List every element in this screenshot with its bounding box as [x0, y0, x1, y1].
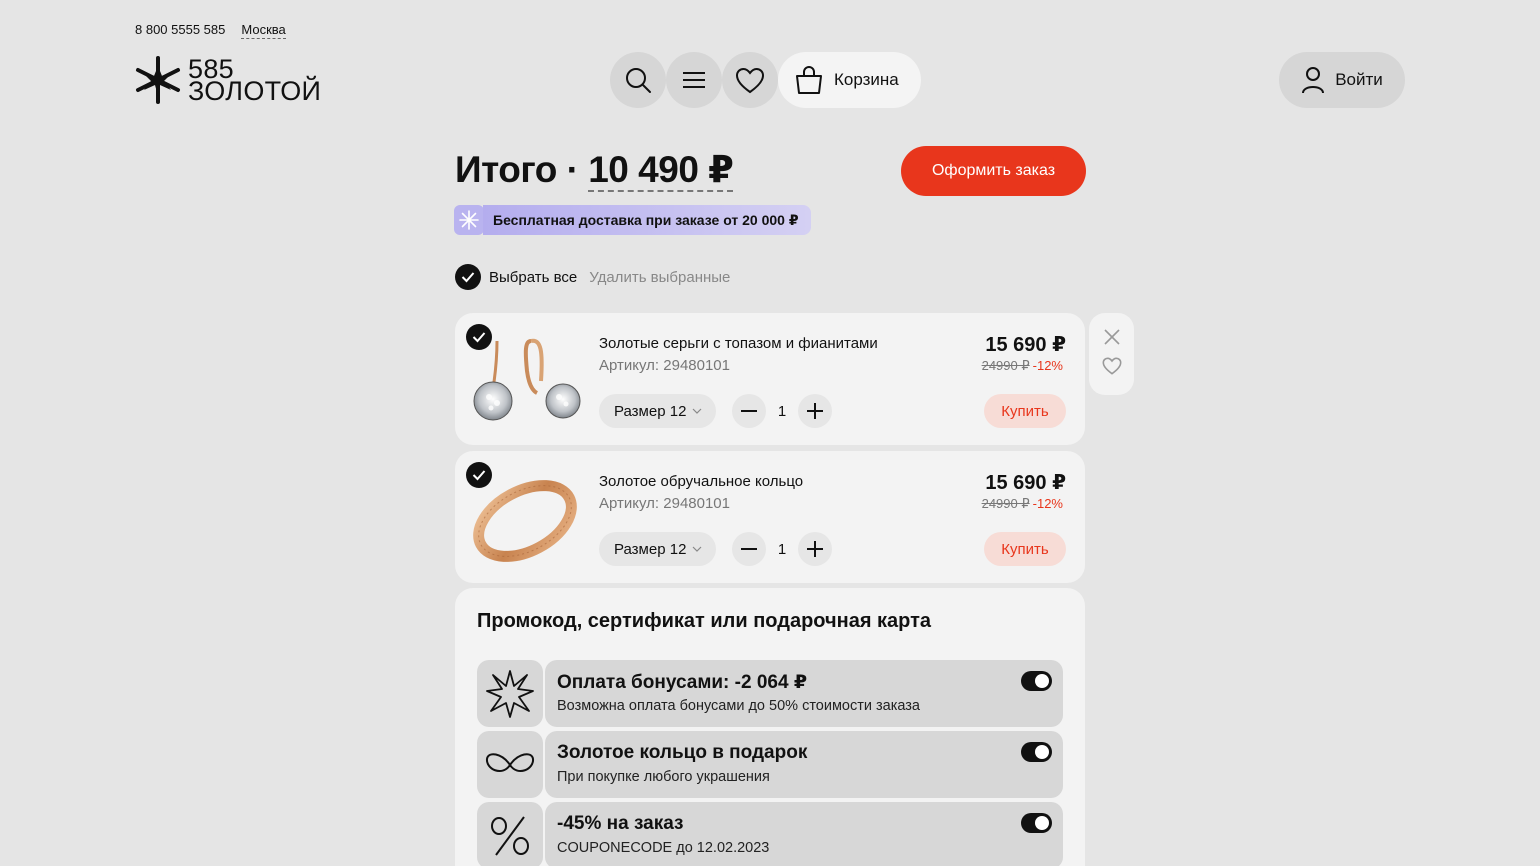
size-label: Размер 12 — [614, 540, 687, 558]
product-old-price — [982, 358, 1063, 374]
offer-toggle[interactable] — [1021, 742, 1052, 762]
free-delivery-text: Бесплатная доставка при заказе от 20 000 ₽ — [483, 205, 811, 235]
heart-icon[interactable] — [1102, 357, 1122, 375]
product-price: 15 690 ₽ — [985, 472, 1066, 494]
shopping-bag-icon — [794, 65, 824, 95]
offer-subtitle: Возможна оплата бонусами до 50% стоимости заказа — [557, 698, 920, 714]
checkout-button[interactable]: Оформить заказ — [901, 146, 1086, 196]
product-sku: Артикул: 29480101 — [599, 357, 730, 374]
chevron-down-icon — [692, 546, 702, 552]
order-total — [455, 148, 733, 191]
product-sku: Артикул: 29480101 — [599, 495, 730, 512]
decrease-quantity-button[interactable] — [732, 532, 766, 566]
search-button[interactable] — [610, 52, 666, 108]
logo-line-1: 585 — [188, 54, 234, 84]
toggle-knob — [1035, 674, 1049, 688]
sparkle-icon — [454, 205, 484, 235]
quantity-stepper — [732, 394, 832, 428]
promo-section — [455, 588, 1085, 866]
cart-item — [455, 313, 1085, 445]
quantity-value: 1 — [777, 402, 787, 420]
buy-button[interactable]: Купить — [984, 394, 1066, 428]
offer-gift-body[interactable] — [545, 731, 1063, 798]
cart-label: Корзина — [834, 70, 899, 89]
old-price-value: 24990 ₽ — [981, 358, 1030, 373]
quantity-value: 1 — [777, 540, 787, 558]
free-delivery-badge — [454, 205, 811, 235]
increase-quantity-button[interactable] — [798, 532, 832, 566]
plus-icon — [807, 541, 823, 557]
menu-icon — [682, 70, 706, 90]
product-title[interactable]: Золотые серьги с топазом и фианитами — [599, 335, 878, 352]
product-title[interactable]: Золотое обручальное кольцо — [599, 473, 804, 490]
toggle-knob — [1035, 745, 1049, 759]
city-selector[interactable]: Москва — [241, 22, 286, 37]
increase-quantity-button[interactable] — [798, 394, 832, 428]
close-icon[interactable] — [1104, 329, 1120, 345]
selection-controls — [455, 264, 730, 290]
search-icon — [624, 66, 652, 94]
offer-toggle[interactable] — [1021, 813, 1052, 833]
select-all-label[interactable]: Выбрать все — [489, 268, 578, 286]
toggle-knob — [1035, 816, 1049, 830]
cart-item — [455, 451, 1085, 583]
logo-line-2: ЗОЛОТОЙ — [188, 76, 322, 106]
quantity-stepper — [732, 532, 832, 566]
offer-discount — [477, 802, 1063, 866]
offer-toggle[interactable] — [1021, 671, 1052, 691]
logo-star-icon — [135, 56, 181, 104]
favorites-button[interactable] — [722, 52, 778, 108]
size-label: Размер 12 — [614, 402, 687, 420]
product-old-price — [982, 496, 1063, 512]
ribbon-icon — [477, 731, 543, 798]
chevron-down-icon — [692, 408, 702, 414]
offer-subtitle: COUPONECODE до 12.02.2023 — [557, 840, 770, 856]
offer-title: -45% на заказ — [557, 813, 684, 834]
item-side-actions — [1089, 313, 1134, 395]
promo-title[interactable]: Промокод, сертификат или подарочная карта — [477, 610, 932, 632]
total-amount[interactable]: 10 490 ₽ — [588, 149, 734, 190]
offer-bonus-body[interactable] — [545, 660, 1063, 727]
item-checkbox[interactable] — [466, 324, 492, 350]
item-checkbox[interactable] — [466, 462, 492, 488]
login-button[interactable] — [1279, 52, 1405, 108]
phone-number[interactable]: 8 800 5555 585 — [135, 22, 226, 37]
logo-text — [188, 54, 322, 106]
discount-value: -12% — [1032, 496, 1063, 511]
buy-button[interactable]: Купить — [984, 532, 1066, 566]
decrease-quantity-button[interactable] — [732, 394, 766, 428]
check-icon — [472, 331, 486, 343]
offer-gift-ring — [477, 731, 1063, 798]
header-topline — [135, 22, 286, 39]
product-price: 15 690 ₽ — [985, 334, 1066, 356]
check-icon — [461, 271, 475, 283]
select-all-checkbox[interactable] — [455, 264, 481, 290]
old-price-value: 24990 ₽ — [981, 496, 1030, 511]
offer-discount-body[interactable] — [545, 802, 1063, 866]
offer-subtitle: При покупке любого украшения — [557, 769, 770, 785]
offer-title: Золотое кольцо в подарок — [557, 742, 808, 763]
delete-selected-button[interactable]: Удалить выбранные — [589, 268, 731, 286]
size-selector[interactable] — [599, 532, 716, 566]
login-label: Войти — [1335, 70, 1383, 89]
minus-icon — [741, 548, 757, 550]
size-selector[interactable] — [599, 394, 716, 428]
logo[interactable] — [135, 56, 321, 104]
check-icon — [472, 469, 486, 481]
percent-icon — [477, 802, 543, 866]
main-nav — [610, 52, 921, 108]
menu-button[interactable] — [666, 52, 722, 108]
starburst-icon — [477, 660, 543, 727]
discount-value: -12% — [1032, 358, 1063, 373]
user-icon — [1301, 66, 1325, 94]
minus-icon — [741, 410, 757, 412]
heart-icon — [735, 67, 765, 94]
offer-title: Оплата бонусами: -2 064 ₽ — [557, 672, 808, 693]
plus-icon — [807, 403, 823, 419]
total-label: Итого · — [455, 149, 589, 190]
offer-bonus — [477, 660, 1063, 727]
cart-button[interactable] — [778, 52, 921, 108]
